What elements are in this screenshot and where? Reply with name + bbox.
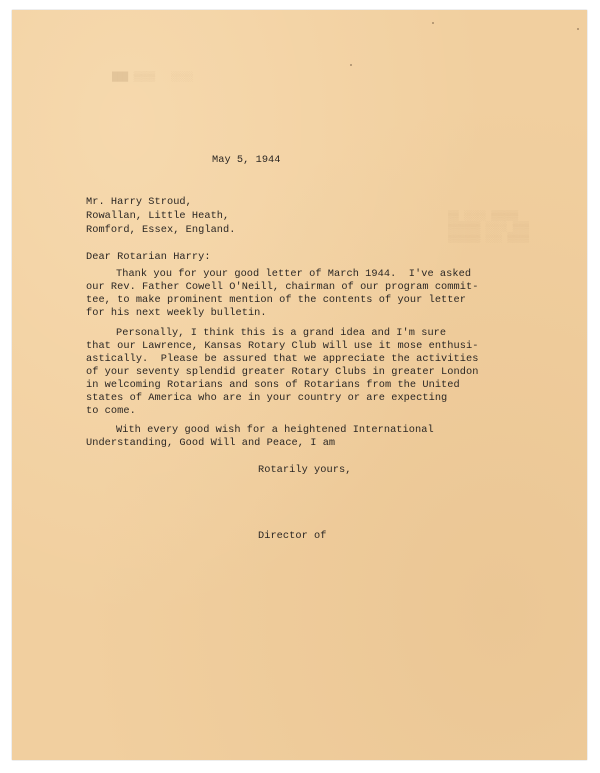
paragraph-line: Thank you for your good letter of March 1944. I've asked [116,268,472,280]
paragraph-line: that our Lawrence, Kansas Rotary Club will use it mose enthusi- [86,340,479,352]
paragraph-line: Understanding, Good Will and Peace, I am [86,437,336,449]
paragraph-line: states of America who are in your country or are expecting [86,392,448,404]
paragraph-line: Personally, I think this is a grand idea and I'm sure [116,327,447,339]
address-line: Rowallan, Little Heath, [86,210,230,222]
paragraph-line: With every good wish for a heightened International [116,424,434,436]
bleed-through-mark: ███ ▒▒▒▒ ░░░░ [112,72,194,82]
letter-date: May 5, 1944 [212,154,281,166]
paragraph-line: in welcoming Rotarians and sons of Rotarians from the United [86,379,460,391]
paragraph-line: of your seventy splendid greater Rotary Clubs in greater London [86,366,479,378]
paragraph-line: astically. Please be assured that we appreciate the activities [86,353,479,365]
salutation: Dear Rotarian Harry: [86,251,211,263]
paragraph-line: for his next weekly bulletin. [86,307,267,319]
closing: Rotarily yours, [258,464,352,476]
address-line: Mr. Harry Stroud, [86,196,192,208]
paper-speck [432,22,434,24]
bleed-through-mark: ▒▒ ░░░░ ▒▒▒▒▒ ▒▒▒▒▒▒ ░░░░ ▒▒▒ ▒▒▒▒▒▒ ░░░ ▒▒▒▒ [448,211,530,243]
paper-speck [577,28,579,30]
paragraph-line: to come. [86,405,136,417]
address-line: Romford, Essex, England. [86,224,236,236]
paragraph-line: our Rev. Father Cowell O'Neill, chairman of our program commit- [86,281,479,293]
signature-title: Director of [258,530,327,542]
paper-speck [350,64,352,66]
paragraph-line: tee, to make prominent mention of the contents of your letter [86,294,466,306]
